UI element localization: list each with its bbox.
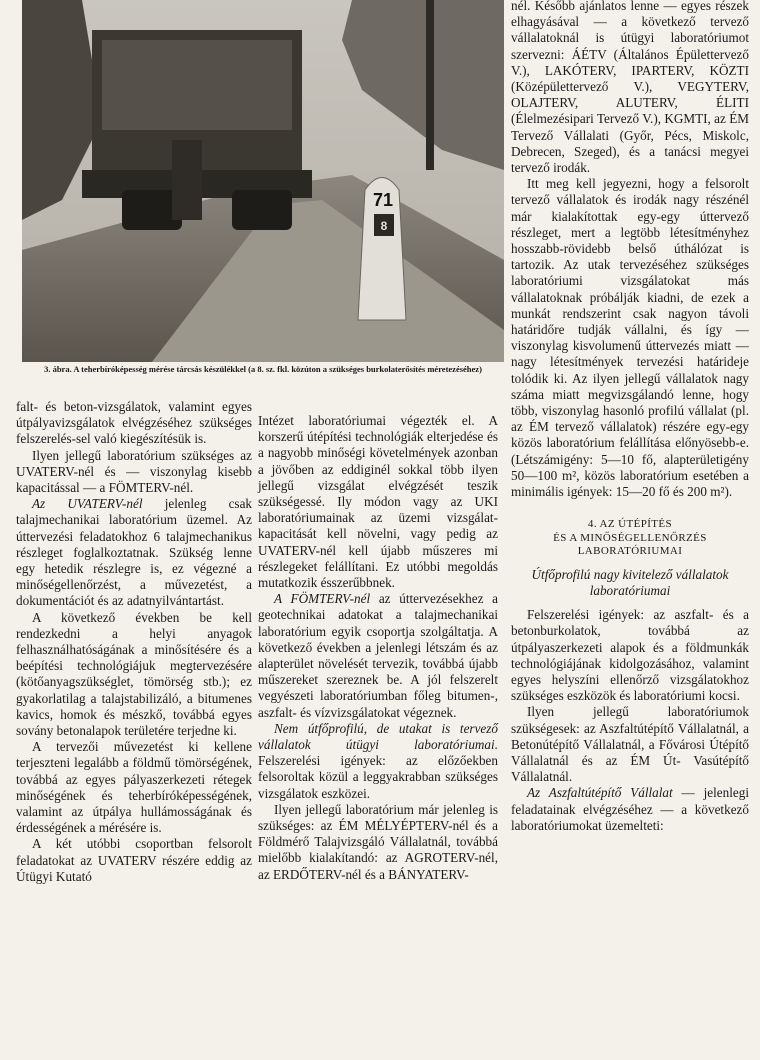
paragraph-text: Felszerelési igények: az előzőekben felsoroltak közül a leggyakrabban szükséges vizsgálatok eszközei.: [258, 753, 498, 801]
section-subtitle: Útfőprofilú nagy kivitelező vállalatok laboratóriumai: [531, 566, 729, 598]
emphasis: Az UVATERV-nél: [32, 496, 143, 512]
text-column-3: [511, 0, 749, 834]
paragraph: Ilyen jellegű laboratóriumok szükségesek: az Aszfaltútépítő Vállalatnál, a Betonútépítő Vállalatnál, a Fővárosi Útépítő Vállalatnál és az ÉM Út- Vasútépítő Vállalatnál.: [511, 704, 749, 785]
paragraph: Itt meg kell jegyezni, hogy a felsorolt tervező vállalatok és irodák nagy részénél már kialakítottak egy-egy úttervező részleget, mert a legtöbb létesítményhez hosszabb-rövidebb belső úthálózat is tartozik. Az utak tervezéséhez szükséges laboratóriumi vizsgálatokat más vállalatoknak próbálják kiadni, de ezek a munkát rendszerint csak nagyon távoli határidőre tudják vállalni, és így — viszonylag kisvolumenű úttervezés miatt — nagy létesítmények tervezési határideje tolódik ki. Az ilyen jellegű vállalatok nagy száma miatt megvizsgálandó lenne, hogy több, viszonylag hasonló profilú vállalat (pl. az ÉM tervező vállalatok) részére egy-egy közös laboratórium felállítása előnyösebb-e. (Létszámigény: 5—10 fő, alapterületigény 50—100 m², közös laboratórium esetében a minimális igények: 15—20 fő és 200 m²).: [511, 176, 749, 500]
paragraph: [258, 721, 498, 802]
stone-number: 71: [372, 190, 394, 210]
paragraph-text: — jelenlegi feladatainak elvégzéséhez — a következő laboratóriumokat üzemelteti:: [511, 785, 749, 833]
paragraph-text: az úttervezésekhez a geotechnikai adatokat a talajmechanikai laboratórium egyik csoportja szolgáltatja. A következő években a jelenlegi létszám és az alapterület növelését tervezik, továbbá újabb műszereket szereznek be. A jól felszerelt vegyészeti laboratóriumban főleg bitumen-, aszfalt- és vízvizsgálatokat végeznek.: [258, 591, 498, 720]
text-column-2: [258, 413, 498, 883]
paragraph-text: jelenleg csak talajmechanikai laboratórium üzemel. Az úttervezési feladatokhoz 6 talajmechanikus részleget foglalkoztatnak. Szükség lenne egy hetedik részlegre is, ez végezné a minőségellenőrzést, a művezetést, a dokumentációt és az adatnyilvántartást.: [16, 496, 253, 609]
figure-caption: 3. ábra. A teherbíróképesség mérése tárcsás készülékkel (a 8. sz. fkl. közúton a szükséges burkolaterősítés méretezéséhez): [44, 364, 482, 374]
section-title-line: LABORATÓRIUMAI: [577, 545, 683, 558]
paragraph: A következő években be kell rendezkedni a helyi anyagok felhasználhatóságának a minősítésére és a beépítési technológiájuk megtervezésére (kötőanyagszükséglet, tömörség stb.); ez gyakorlatilag a talajstabilizáló, a bitumenes kavics, homok és mészkő, továbbá egyes sovány betonalapok területére terjedne ki.: [16, 609, 252, 739]
paragraph: [16, 496, 252, 609]
paragraph: Ilyen jellegű laboratórium szükséges az UVATERV-nél és — viszonylag kisebb kapacitással — a FÖMTERV-nél.: [16, 447, 252, 496]
paragraph: [258, 591, 498, 721]
emphasis: A FÖMTERV-nél: [274, 591, 371, 607]
kilometer-stone: [358, 178, 406, 321]
section-title-line: 4. AZ ÚTÉPÍTÉS: [587, 518, 673, 531]
road-number: 8: [380, 219, 388, 233]
text-column-1: [16, 399, 252, 885]
section-title-line: ÉS A MINŐSÉGELLENŐRZÉS: [553, 531, 707, 544]
paragraph: Felszerelési igények: az aszfalt- és a betonburkolatok, továbbá az útpályaszerkezeti alapok és a földmunkák technológiájának kidolgozásához, valamint egyes helyszíni ellenőrző vizsgálatokhoz szükséges eszközök és laboratóriumi kocsi.: [511, 607, 749, 704]
emphasis: Nem útfőprofilú, de utakat is tervező vállalatok útügyi laboratóriumai.: [258, 720, 498, 753]
paragraph: Intézet laboratóriumai végezték el. A korszerű útépítési technológiák elterjedése és a nagyobb minőségi követelmények azonban a jövőben az eddiginél sokkal több ilyen jellegű vizsgálat elvégzését teszik szükségessé. Ily módon vagy az UKI laboratóriumainak az üzemi vizsgálat-kapacitását kell növelni, vagy pedig az UVATERV-nél kell újabb műszeres mi részlegeket felállítani. Ez utóbbi megoldás mutatkozik ésszerűbbnek.: [258, 413, 498, 591]
paragraph: A két utóbbi csoportban felsorolt feladatokat az UVATERV részére eddig az Útügyi Kutató: [16, 836, 252, 884]
paragraph: falt- és beton-vizsgálatok, valamint egyes útpályavizsgálatok elvégzéséhez szükséges felszerelés-sel való kiegészítésük is.: [16, 399, 252, 447]
emphasis: Az Aszfaltútépítő Vállalat: [527, 785, 673, 801]
paragraph: A tervezői művezetést ki kellene terjeszteni legalább a földmű tömörségének, továbbá az egyes pályaszerkezeti rétegek minőségének és teherbíróképességének, valamint az útpálya hullámosságának és érdességének a mérésére is.: [16, 739, 252, 836]
road-photo-illustration: [22, 0, 504, 362]
paragraph: nél. Később ajánlatos lenne — egyes részek elhagyásával — a következő tervező vállalatoknál is útügyi laboratóriumot szervezni: ÁÉTV (Általános Épülettervező V.), LAKÓTERV, IPARTERV, KÖZTI (Középülettervező V.), VEGYTERV, OLAJTERV, ALUTERV, ÉLITI (Élelmezésipari Tervező V.), KGMTI, az ÉM Tervező Vállalati (Győr, Pécs, Miskolc, Debrecen, Szeged), és a tanácsi megyei tervező irodák.: [511, 0, 749, 176]
paragraph: [511, 785, 749, 834]
paragraph: Ilyen jellegű laboratórium már jelenleg is szükséges: az ÉM MÉLYÉPTERV-nél és a Földmérő Talajvizsgáló Vállalatnál, továbbá mielőbb kialakítandó: az AGROTERV-nél, az ERDŐTERV-nél és a BÁNYATERV-: [258, 801, 498, 882]
section-title: [511, 518, 749, 559]
figure-photo: [22, 0, 504, 362]
